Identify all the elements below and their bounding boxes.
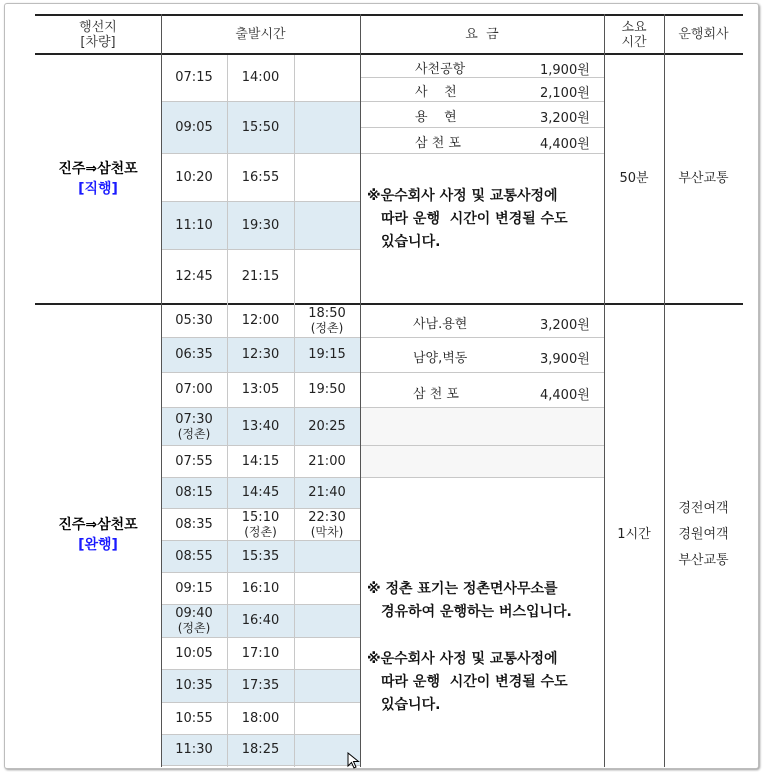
header-company: 운행회사 <box>678 27 729 42</box>
fare-price: 1,900원 <box>540 63 590 78</box>
fare-stop: 사천공항 <box>415 62 466 77</box>
fare-price: 2,100원 <box>540 86 590 101</box>
fare-stop: 용 현 <box>415 110 457 125</box>
header-duration: 소요 시간 <box>621 19 647 50</box>
local-time: 13:40 <box>241 418 280 434</box>
express-time: 16:55 <box>241 169 280 185</box>
local-time: 07:00 <box>175 382 213 397</box>
express-time: 11:10 <box>175 217 213 233</box>
local-time: 18:00 <box>241 710 280 726</box>
fare-price: 3,900원 <box>540 352 590 367</box>
local-time: 05:30 <box>175 313 213 328</box>
fare-price: 4,400원 <box>540 137 590 152</box>
fare-stop: 사 천 <box>415 85 457 100</box>
local-time: 14:45 <box>241 485 280 500</box>
local-time: 21:00 <box>308 453 346 469</box>
local-note-schedule: ※운수회사 사정 및 교통사정에 따라 운행 시간이 변경될 수도 있습니다. <box>367 651 568 713</box>
express-time: 15:50 <box>241 119 280 135</box>
express-time: 09:05 <box>175 119 213 135</box>
express-duration: 50분 <box>619 171 649 186</box>
local-time: 12:30 <box>241 347 280 362</box>
local-time: 08:35 <box>175 516 213 532</box>
local-time: 06:35 <box>175 347 213 362</box>
local-route: 진주⇒삼천포 [완행] <box>58 517 138 553</box>
local-time: 19:50 <box>308 382 346 397</box>
local-duration: 1시간 <box>617 527 651 542</box>
express-time: 10:20 <box>175 169 213 185</box>
local-time: 19:15 <box>308 347 346 362</box>
local-time: 08:55 <box>175 548 213 564</box>
mouse-cursor-icon <box>347 752 361 770</box>
express-time: 07:15 <box>175 70 213 85</box>
express-time: 14:00 <box>241 70 280 85</box>
local-time: 16:10 <box>241 580 280 596</box>
local-time: 14:15 <box>241 453 280 469</box>
local-time: 15:35 <box>241 548 280 564</box>
fare-stop: 삼 천 포 <box>415 136 461 151</box>
fare-stop: 남양,벽동 <box>413 351 468 366</box>
local-time: 13:05 <box>241 382 280 397</box>
local-time: 22:30 (막차) <box>308 509 346 539</box>
local-time: 15:10 (정촌) <box>241 509 280 539</box>
local-time: 09:15 <box>175 580 213 596</box>
local-time: 16:40 <box>241 613 280 628</box>
express-company: 부산교통 <box>678 171 729 186</box>
express-time: 21:15 <box>241 268 280 284</box>
express-route: 진주⇒삼천포 [직행] <box>58 161 138 197</box>
local-time: 21:40 <box>308 485 346 500</box>
local-time: 11:30 <box>175 742 213 757</box>
local-time: 08:15 <box>175 485 213 500</box>
local-time: 17:10 <box>241 645 280 661</box>
fare-stop: 삼 천 포 <box>413 387 459 402</box>
local-time: 09:40 (정촌) <box>175 606 213 635</box>
express-time: 19:30 <box>241 217 280 233</box>
local-time: 20:25 <box>308 418 346 434</box>
local-time: 10:05 <box>175 645 213 661</box>
fare-price: 3,200원 <box>540 318 590 333</box>
express-note: ※운수회사 사정 및 교통사정에 따라 운행 시간이 변경될 수도 있습니다. <box>367 188 568 250</box>
local-note-jeongchon: ※ 정촌 표기는 정촌면사무소를 경유하여 운행하는 버스입니다. <box>367 581 572 620</box>
local-time: 18:25 <box>241 742 280 757</box>
local-time: 10:35 <box>175 678 213 693</box>
local-time: 12:00 <box>241 313 280 328</box>
local-time: 18:50 (정촌) <box>308 306 346 335</box>
local-time: 17:35 <box>241 678 280 693</box>
fare-stop: 사남.용현 <box>413 317 468 332</box>
header-fare: 요 금 <box>465 27 499 42</box>
fare-price: 3,200원 <box>540 111 590 126</box>
express-time: 12:45 <box>175 268 213 284</box>
header-departure: 출발시간 <box>235 27 286 42</box>
local-time: 07:55 <box>175 453 213 469</box>
fare-price: 4,400원 <box>540 388 590 403</box>
local-companies: 경전여객 경원여객 부산교통 <box>678 501 729 568</box>
local-time: 10:55 <box>175 710 213 726</box>
header-destination: 행선지 [차량] <box>79 19 117 50</box>
local-time: 07:30 (정촌) <box>175 411 213 441</box>
